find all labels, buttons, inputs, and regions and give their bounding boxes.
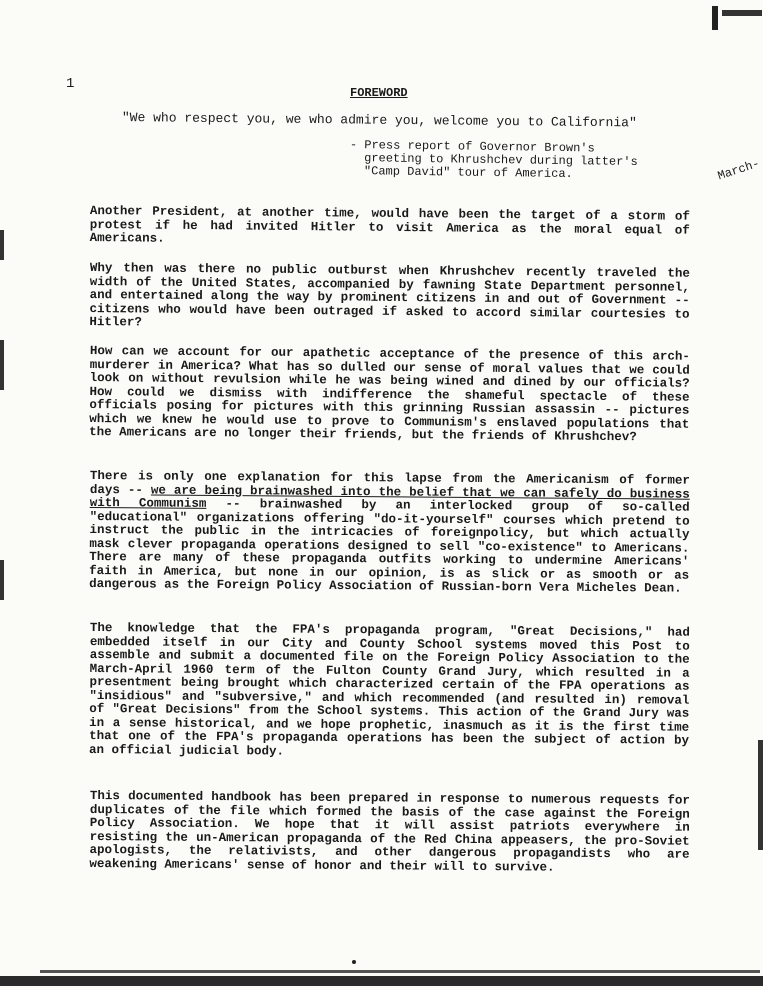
handwritten-margin-note: March- xyxy=(716,156,762,184)
scan-edge-mark xyxy=(40,970,760,973)
scan-edge-mark xyxy=(0,340,4,390)
paragraph-2: Why then was there no public outburst when Khrushchev recently traveled the width of the United States, accompanied by fawning State Department personnel, and entertained along the way by prominent citizens in and out of Government -- citizens who would have been outraged if asked to accord similar courtesies to Hitler? xyxy=(89,261,690,330)
page-title: FOREWORD xyxy=(350,86,408,100)
scan-edge-mark xyxy=(712,6,718,30)
scan-edge-mark xyxy=(0,230,4,260)
paragraph-6: This documented handbook has been prepared in response to numerous requests for duplicates of the file which formed the basis of the case against the Foreign Policy Association. We hope that it will assist patriots everywhere in resisting the un-American propaganda of the Red China appeasers, the pro-Soviet apologists, the relativists, and other dangerous propagandists who are weakening Americans' sense of honor and their will to survive. xyxy=(89,789,690,875)
paragraph-4-end: -- brainwashed by an interlocked group of so-called "educational" organizations offering "do-it-yourself" courses which pretend to instruct the public in the intricacies of foreignpolicy, but which actually mask clever propaganda operations designed to sell "co-existence" to Americans. There are many of these propaganda outfits working to undermine Americans' faith in America, but none in our opinion, is as slick or as smooth or as dangerous as the Foreign Policy Association of Russian-born Vera Micheles Dean. xyxy=(89,496,690,596)
paragraph-4-start: There is only one explanation for this lapse from the Americanism of former days -- xyxy=(89,469,690,497)
paragraph-4 xyxy=(89,470,690,596)
scan-edge-mark xyxy=(722,10,762,16)
attribution-line: greeting to Khrushchev during latter's xyxy=(349,150,638,170)
scan-edge-mark xyxy=(0,560,4,600)
paragraph-1: Another President, at another time, would have been the target of a storm of protest if he had invited Hitler to visit America as the moral equal of Americans. xyxy=(89,204,690,246)
page-number: 1 xyxy=(66,76,75,92)
paragraph-3: How can we account for our apathetic acceptance of the presence of this arch-murderer in America? What has so dulled our sense of moral values that we could look on without revulsion while he was being wined and dined by our officials? How could we dismiss with indifference the shameful spectacle of these officials posing for pictures with this grinning Russian assassin -- pictures which we knew he would use to prove to Communism's enslaved populations that the Americans are no longer their friends, but the friends of Khrushchev? xyxy=(89,344,690,445)
paragraph-5: The knowledge that the FPA's propaganda program, "Great Decisions," had embedded itself in our City and County School systems moved this Post to assemble and submit a documented file on the Foreign Policy Association to the March-April 1960 term of the Fulton County Grand Jury, which resulted in a presentment being brought which characterized certain of the FPA operations as "insidious" and "subversive," and which recommended (and resulted in) removal of "Great Decisions" from the School systems. This action of the Grand Jury was in a sense historical, and we hope prophetic, inasmuch as it is the first time that one of the FPA's propaganda operations has been the subject of action by an official judicial body. xyxy=(88,621,690,759)
scan-speck xyxy=(352,960,356,964)
epigraph-quote: "We who respect you, we who admire you, welcome you to California" xyxy=(121,110,637,131)
attribution-line: "Camp David" tour of America. xyxy=(349,163,573,182)
attribution-line: - Press report of Governor Brown's xyxy=(349,138,595,156)
scan-edge-mark xyxy=(758,740,763,850)
underlined-claim: we are being brainwashed into the belief that we can safely do business with Communism xyxy=(89,482,690,511)
scan-edge-mark xyxy=(0,976,763,986)
epigraph-attribution xyxy=(349,139,695,183)
